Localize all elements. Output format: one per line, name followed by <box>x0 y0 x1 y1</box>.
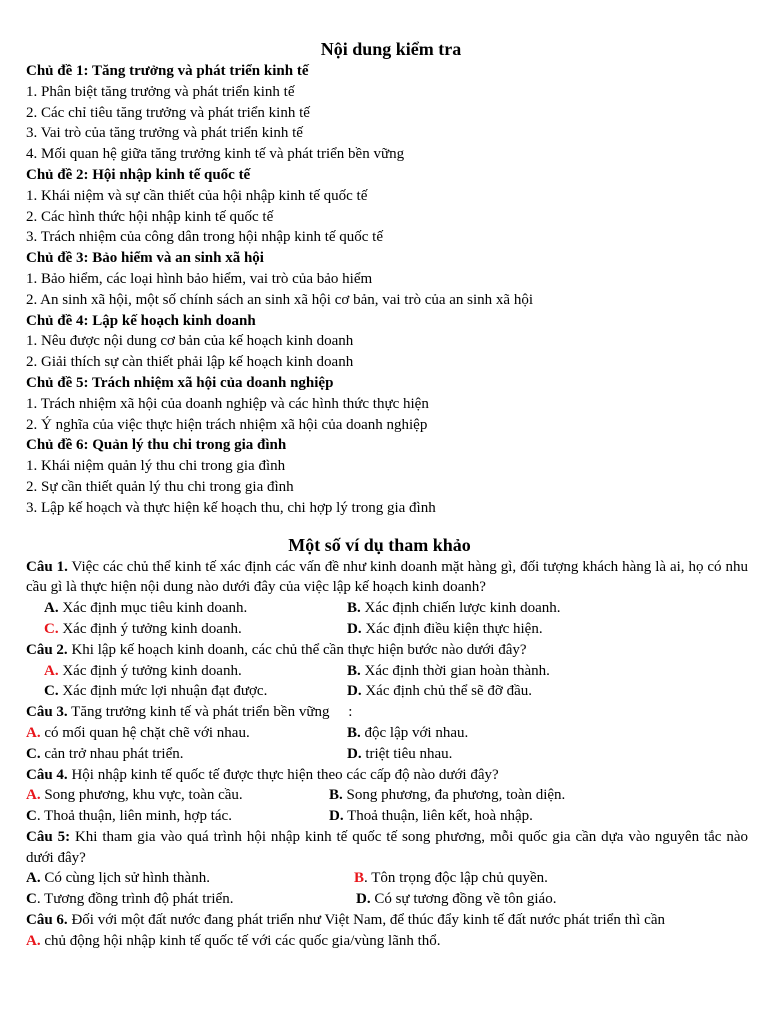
topic-4 <box>26 311 748 373</box>
list-item: 1. Trách nhiệm xã hội của doanh nghiệp và các hình thức thực hiện <box>26 395 429 412</box>
option-text: có mối quan hệ chặt chẽ với nhau. <box>40 724 250 741</box>
option-a <box>26 868 210 889</box>
option-text: Song phương, khu vực, toàn cầu. <box>40 787 243 804</box>
option-text: cản trở nhau phát triển. <box>40 745 184 762</box>
question-text: Hội nhập kinh tế quốc tế được thực hiện theo các cấp độ nào dưới đây? <box>67 766 499 783</box>
option-text: . Tôn trọng độc lập chủ quyền. <box>364 870 548 887</box>
option-row <box>26 744 748 765</box>
option-c <box>44 681 267 702</box>
question-6 <box>26 910 748 931</box>
list-item: 3. Trách nhiệm của công dân trong hội nhập kinh tế quốc tế <box>26 229 384 246</box>
option-letter: C <box>26 891 37 908</box>
list-item: 1. Nêu được nội dung cơ bản của kế hoạch kinh doanh <box>26 333 354 350</box>
option-a <box>44 661 242 682</box>
option-text: độc lập với nhau. <box>360 724 469 741</box>
option-row <box>26 889 748 910</box>
option-letter: B. <box>347 600 361 617</box>
question-1 <box>26 557 748 599</box>
list-item: 2. Sự cần thiết quản lý thu chi trong gia đình <box>26 478 294 495</box>
option-letter: A. <box>44 600 59 617</box>
question-label: Câu 1. <box>26 558 68 575</box>
option-a <box>26 931 441 952</box>
option-letter: A. <box>26 787 41 804</box>
option-letter: C. <box>44 620 59 637</box>
question-text: Tăng trưởng kinh tế và phát triển bền vững : <box>67 704 353 721</box>
option-d <box>347 681 532 702</box>
option-text: Xác định ý tưởng kinh doanh. <box>58 662 242 679</box>
option-d <box>347 744 452 765</box>
question-5 <box>26 827 748 869</box>
list-item: 3. Lập kế hoạch và thực hiện kế hoạch thu, chi hợp lý trong gia đình <box>26 499 436 516</box>
question-3 <box>26 702 748 723</box>
page-title: Nội dung kiểm tra <box>320 39 462 59</box>
option-text: Xác định chiến lược kinh doanh. <box>360 600 561 617</box>
option-row <box>26 661 748 682</box>
option-letter: A. <box>26 724 41 741</box>
option-row <box>26 806 748 827</box>
list-item: 2. Các chỉ tiêu tăng trưởng và phát triển kinh tế <box>26 104 310 121</box>
option-b <box>347 723 468 744</box>
question-label: Câu 2. <box>26 641 68 658</box>
list-item: 2. Ý nghĩa của việc thực hiện trách nhiệm xã hội của doanh nghiệp <box>26 416 428 433</box>
question-text: Đối với một đất nước đang phát triển như Việt Nam, để thúc đẩy kinh tế đất nước phát triển thì cần <box>67 912 665 929</box>
list-item: 4. Mối quan hệ giữa tăng trưởng kinh tế và phát triển bền vững <box>26 146 405 163</box>
option-text: triệt tiêu nhau. <box>361 745 453 762</box>
topic-2 <box>26 165 748 248</box>
option-row <box>26 723 748 744</box>
option-b <box>329 785 565 806</box>
option-text: Xác định chủ thể sẽ đỡ đầu. <box>361 683 532 700</box>
option-letter: C. <box>44 683 59 700</box>
option-a <box>26 785 243 806</box>
option-text: Có sự tương đồng về tôn giáo. <box>370 891 557 908</box>
option-c <box>26 889 233 910</box>
option-a <box>26 723 250 744</box>
question-text: Khi lập kế hoạch kinh doanh, các chủ thể cần thực hiện bước nào dưới đây? <box>67 641 527 658</box>
option-letter: A. <box>26 870 41 887</box>
option-text: . Tương đồng trình độ phát triển. <box>36 891 234 908</box>
option-text: Xác định thời gian hoàn thành. <box>360 662 550 679</box>
option-text: chủ động hội nhập kinh tế quốc tế với các quốc gia/vùng lãnh thổ. <box>40 932 441 949</box>
option-text: Xác định ý tưởng kinh doanh. <box>58 620 242 637</box>
list-item: 1. Phân biệt tăng trưởng và phát triển kinh tế <box>26 83 295 100</box>
option-letter: A. <box>44 662 59 679</box>
option-d <box>329 806 533 827</box>
option-d <box>347 619 543 640</box>
option-row <box>26 681 748 702</box>
topic-3 <box>26 248 748 310</box>
option-letter: D. <box>356 891 371 908</box>
topic-heading: Chủ đề 1: Tăng trưởng và phát triển kinh tế <box>26 63 309 79</box>
topic-heading: Chủ đề 4: Lập kế hoạch kinh doanh <box>26 312 256 329</box>
option-text: Xác định mức lợi nhuận đạt được. <box>58 683 268 700</box>
option-letter: D. <box>329 808 344 825</box>
document-content <box>26 37 748 952</box>
option-letter: B. <box>347 724 361 741</box>
option-letter: D. <box>347 683 362 700</box>
option-text: . Thoả thuận, liên minh, hợp tác. <box>36 808 232 825</box>
option-row <box>26 785 748 806</box>
option-c <box>26 744 183 765</box>
question-text: Khi tham gia vào quá trình hội nhập kinh tế quốc tế song phương, mỗi quốc gia cần dựa vào nguyên tắc nào dưới đây? <box>26 828 749 866</box>
option-row <box>26 598 748 619</box>
topic-heading: Chủ đề 2: Hội nhập kinh tế quốc tế <box>26 166 251 183</box>
topic-heading: Chủ đề 6: Quản lý thu chi trong gia đình <box>26 437 287 454</box>
list-item: 2. Các hình thức hội nhập kinh tế quốc tế <box>26 208 274 225</box>
topic-1 <box>26 61 748 165</box>
topic-6 <box>26 435 748 518</box>
option-row <box>26 868 748 889</box>
option-letter: D. <box>347 745 362 762</box>
option-text: Xác định mục tiêu kinh doanh. <box>58 600 248 617</box>
option-row <box>26 619 748 640</box>
question-label: Câu 4. <box>26 766 68 783</box>
question-text: Việc các chủ thể kinh tế xác định các vấn đề như kinh doanh mặt hàng gì, đối tượng khách hàng là ai, họ có nhu cầu gì là thực hiện nội dung nào dưới đây của việc lập kế hoạch kinh doanh? <box>26 558 748 596</box>
list-item: 1. Khái niệm và sự cần thiết của hội nhập kinh tế quốc tế <box>26 187 368 204</box>
option-d <box>356 889 556 910</box>
option-c <box>44 619 242 640</box>
question-2 <box>26 640 748 661</box>
option-letter: B <box>354 870 365 887</box>
option-text: Song phương, đa phương, toàn diện. <box>342 787 566 804</box>
list-item: 1. Khái niệm quản lý thu chi trong gia đình <box>26 458 286 475</box>
list-item: 2. Giải thích sự càn thiết phải lập kế hoạch kinh doanh <box>26 354 354 371</box>
examples-title: Một số ví dụ tham khảo <box>288 534 471 555</box>
option-b <box>347 661 550 682</box>
question-label: Câu 3. <box>26 704 68 721</box>
option-text: Thoả thuận, liên kết, hoà nhập. <box>343 808 533 825</box>
topic-5 <box>26 373 748 435</box>
list-item: 3. Vai trò của tăng trưởng và phát triển kinh tế <box>26 125 303 142</box>
option-text: Có cùng lịch sử hình thành. <box>40 870 210 887</box>
option-letter: C. <box>26 745 41 762</box>
option-row <box>26 931 748 952</box>
option-letter: B. <box>347 662 361 679</box>
question-4 <box>26 765 748 786</box>
option-text: Xác định điều kiện thực hiện. <box>361 620 543 637</box>
option-letter: B. <box>329 787 343 804</box>
topic-heading: Chủ đề 3: Bảo hiểm và an sinh xã hội <box>26 250 264 267</box>
option-b <box>347 598 561 619</box>
option-letter: C <box>26 808 37 825</box>
question-label: Câu 6. <box>26 912 68 929</box>
list-item: 2. An sinh xã hội, một số chính sách an sinh xã hội cơ bản, vai trò của an sinh xã hội <box>26 291 534 308</box>
option-b <box>354 868 548 889</box>
option-letter: A. <box>26 932 41 949</box>
list-item: 1. Bảo hiểm, các loại hình bảo hiểm, vai trò của bảo hiểm <box>26 270 373 287</box>
option-a <box>44 598 247 619</box>
option-letter: D. <box>347 620 362 637</box>
topic-heading: Chủ đề 5: Trách nhiệm xã hội của doanh nghiệp <box>26 374 334 391</box>
question-label: Câu 5: <box>26 828 71 845</box>
option-c <box>26 806 232 827</box>
